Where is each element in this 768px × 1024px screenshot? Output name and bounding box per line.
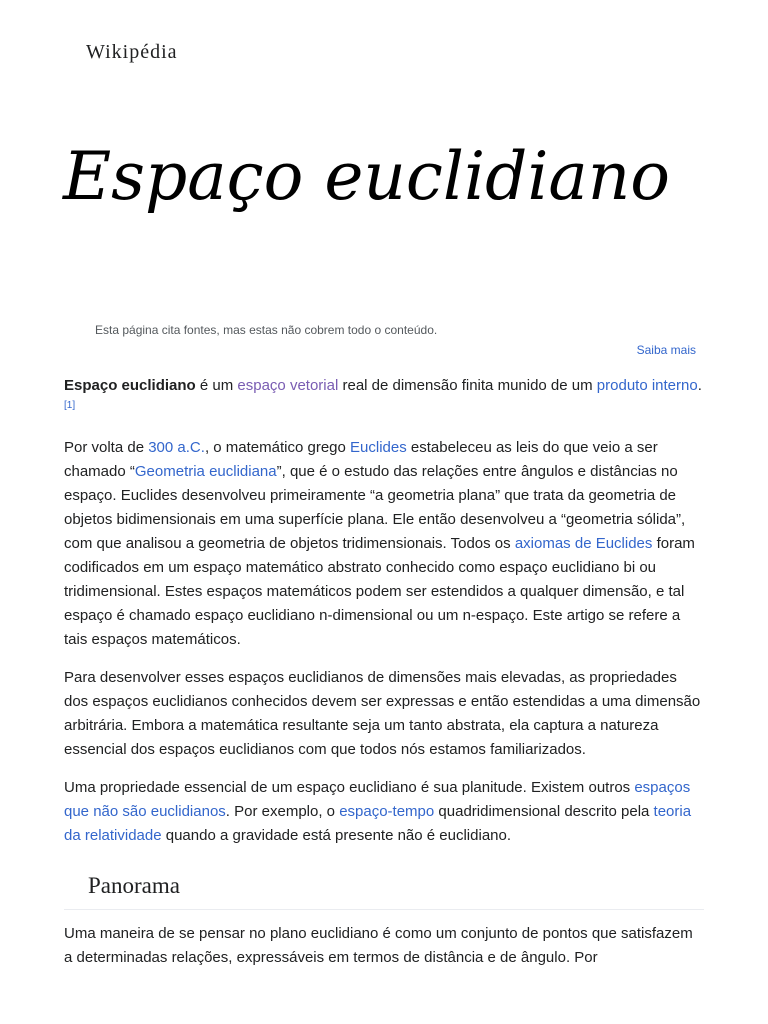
reference-link-1[interactable]: [1] bbox=[64, 400, 76, 411]
link-espacos-nao-euclidianos[interactable]: espaços que não são euclidianos bbox=[64, 779, 691, 820]
link-300-ac[interactable]: 300 a.C. bbox=[148, 439, 205, 456]
paragraph-intro bbox=[64, 374, 704, 422]
paragraph-higher-dimensions: Para desenvolver esses espaços euclidianos de dimensões mais elevadas, as propriedades dos espaços euclidianos conhecidos devem ser expressas e então estendidas a uma dimensão arbitrária. Embora a matemática resultante seja um tanto abstrata, ela captura a natureza essencial dos espaços euclidianos com que todos nós estamos familiarizados. bbox=[64, 669, 701, 758]
link-espaco-vetorial[interactable]: espaço vetorial bbox=[237, 377, 339, 394]
wikipedia-wordmark[interactable]: Wikipédia bbox=[86, 41, 178, 63]
paragraph-overview: Uma maneira de se pensar no plano euclidiano é como um conjunto de pontos que satisfazem a determinadas relações, expressáveis em termos de distância e de ângulo. Por bbox=[64, 925, 693, 966]
link-espaco-tempo[interactable]: espaço-tempo bbox=[339, 803, 435, 820]
learn-more-link[interactable]: Saiba mais bbox=[636, 343, 696, 357]
text-run: ”, que é o estudo das relações entre ângulos e distâncias no espaço. Euclides desenvolveu primeiramente “a geometria plana” que trata da geometria de objetos bidimensionais em uma superfície plana. Ele então desenvolveu a “geometria sólida”, com que analisou a geometria de objetos tridimensionais. Todos os bbox=[64, 463, 686, 552]
link-produto-interno[interactable]: produto interno bbox=[596, 377, 698, 394]
article-content bbox=[64, 374, 704, 984]
section-heading-panorama[interactable]: Panorama bbox=[64, 872, 704, 910]
paragraph-flatness bbox=[64, 776, 704, 848]
article-subject-bold: Espaço euclidiano bbox=[64, 377, 196, 394]
text-run: quando a gravidade está presente não é euclidiano. bbox=[161, 827, 512, 844]
text-run: . bbox=[697, 377, 702, 394]
link-teoria-da-relatividade[interactable]: teoria da relatividade bbox=[64, 803, 692, 844]
text-run: Por volta de bbox=[64, 439, 149, 456]
text-run: é um bbox=[195, 377, 238, 394]
sources-notice: Esta página cita fontes, mas estas não cobrem todo o conteúdo. bbox=[95, 323, 438, 337]
link-geometria-euclidiana[interactable]: Geometria euclidiana bbox=[134, 463, 277, 480]
text-run: Uma propriedade essencial de um espaço euclidiano é sua planitude. Existem outros bbox=[64, 779, 635, 796]
link-euclides[interactable]: Euclides bbox=[350, 439, 407, 456]
text-run: foram codificados em um espaço matemático abstrato conhecido como espaço euclidiano bi ou tridimensional. Estes espaços matemáticos podem ser estendidos a qualquer dimensão, e tal espaço é chamado espaço euclidiano n-dimensional ou um n-espaço. Este artigo se refere a tais espaços matemáticos. bbox=[64, 535, 695, 648]
text-run: real de dimensão finita munido de um bbox=[338, 377, 597, 394]
link-axiomas-de-euclides[interactable]: axiomas de Euclides bbox=[514, 535, 653, 552]
text-run: , o matemático grego bbox=[204, 439, 351, 456]
text-run: . Por exemplo, o bbox=[225, 803, 340, 820]
text-run: quadridimensional descrito pela bbox=[434, 803, 654, 820]
paragraph-history bbox=[64, 436, 704, 652]
page-title: Espaço euclidiano bbox=[63, 138, 671, 215]
text-run: estabeleceu as leis do que veio a ser chamado “ bbox=[64, 439, 658, 480]
